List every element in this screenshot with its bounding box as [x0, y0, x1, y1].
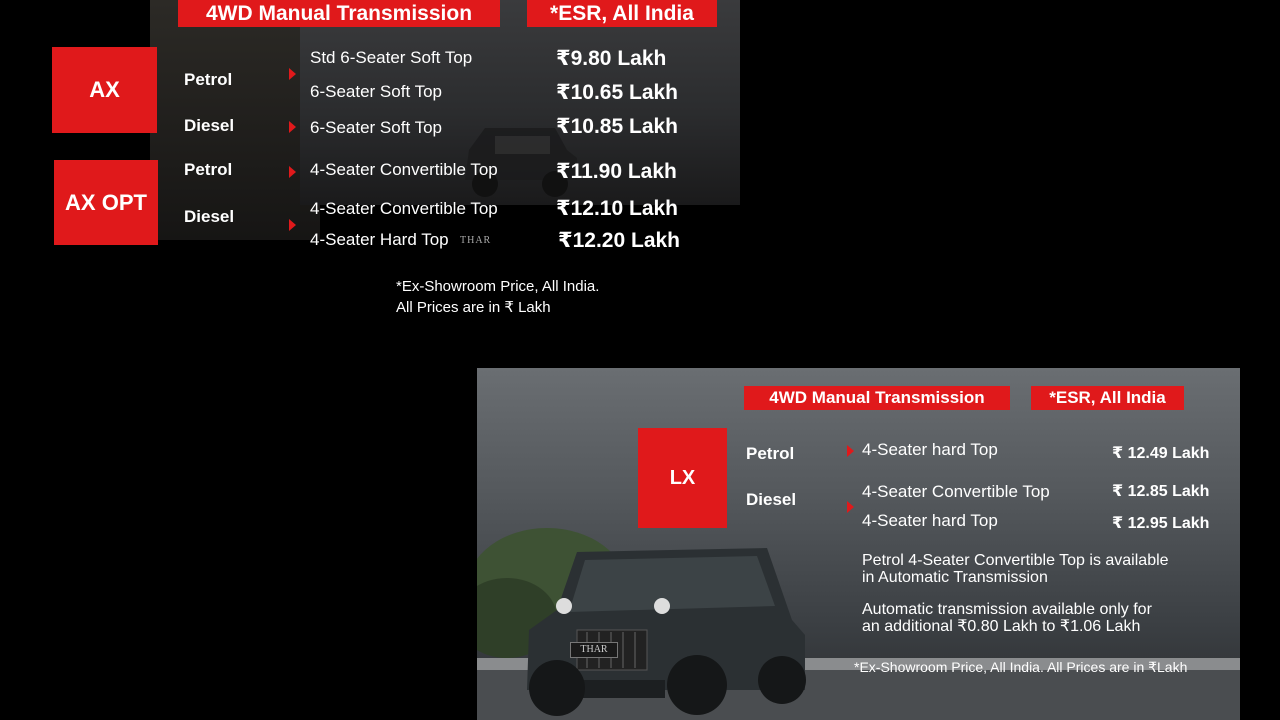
chevron-right-icon — [847, 501, 854, 513]
variant-price: ₹12.10 Lakh — [556, 197, 679, 220]
automatic-cost-note — [862, 601, 1152, 635]
variant-name: 4-Seater hard Top — [862, 440, 998, 459]
footnote: *Ex-Showroom Price, All India. All Prices are in ₹Lakh — [854, 659, 1188, 675]
variant-name: Std 6-Seater Soft Top — [310, 48, 473, 67]
thar-vehicle-icon — [507, 540, 817, 720]
info-line: in Automatic Transmission — [862, 569, 1048, 586]
price-note-line: All Prices are in ₹ Lakh — [396, 299, 551, 316]
badge-lx: LX — [638, 428, 727, 528]
badge-ax: AX — [52, 47, 157, 133]
variant-price: ₹11.90 Lakh — [556, 160, 677, 183]
fuel-petrol-ax: Petrol — [184, 70, 233, 89]
info-line: Automatic transmission available only for — [862, 601, 1152, 618]
variant-price: ₹12.20 Lakh — [558, 229, 681, 252]
chevron-right-icon — [289, 121, 296, 133]
top-price-panel — [0, 0, 740, 330]
transmission-header: 4WD Manual Transmission — [178, 0, 500, 27]
variant-name: 4-Seater Hard Top — [310, 230, 449, 249]
variant-name: 6-Seater Soft Top — [310, 82, 442, 101]
chevron-right-icon — [289, 166, 296, 178]
info-line: an additional ₹0.80 Lakh to ₹1.06 Lakh — [862, 618, 1141, 635]
fuel-diesel-lx: Diesel — [746, 490, 797, 509]
variant-name: 4-Seater Convertible Top — [862, 482, 1050, 501]
thar-logo: THAR — [460, 235, 492, 246]
variant-price: ₹ 12.95 Lakh — [1112, 515, 1210, 532]
transmission-header: 4WD Manual Transmission — [744, 386, 1010, 410]
badge-ax-opt: AX OPT — [54, 160, 158, 245]
variant-price: ₹10.65 Lakh — [556, 81, 679, 104]
price-note-line: *Ex-Showroom Price, All India. — [396, 278, 600, 295]
automatic-availability-note — [862, 552, 1169, 586]
variant-name: 6-Seater Soft Top — [310, 118, 442, 137]
variant-price: ₹ 12.85 Lakh — [1112, 483, 1210, 500]
chevron-right-icon — [289, 219, 296, 231]
variant-name: 4-Seater Convertible Top — [310, 199, 498, 218]
variant-price: ₹ 12.49 Lakh — [1112, 445, 1210, 462]
fuel-petrol-lx: Petrol — [746, 444, 795, 463]
fuel-diesel-axopt: Diesel — [184, 207, 235, 226]
variant-price: ₹10.85 Lakh — [556, 115, 679, 138]
chevron-right-icon — [847, 445, 854, 457]
variant-name: 4-Seater Convertible Top — [310, 160, 498, 179]
esr-header: *ESR, All India — [527, 0, 717, 27]
chevron-right-icon — [289, 68, 296, 80]
esr-header: *ESR, All India — [1031, 386, 1184, 410]
info-line: Petrol 4-Seater Convertible Top is available — [862, 552, 1169, 569]
background-image-left — [150, 0, 320, 240]
license-plate: THAR — [570, 642, 618, 658]
bottom-price-panel — [477, 368, 1240, 720]
variant-name: 4-Seater hard Top — [862, 511, 998, 530]
fuel-petrol-axopt: Petrol — [184, 160, 233, 179]
fuel-diesel-ax: Diesel — [184, 116, 235, 135]
price-note — [396, 276, 599, 318]
variant-price: ₹9.80 Lakh — [556, 47, 667, 70]
